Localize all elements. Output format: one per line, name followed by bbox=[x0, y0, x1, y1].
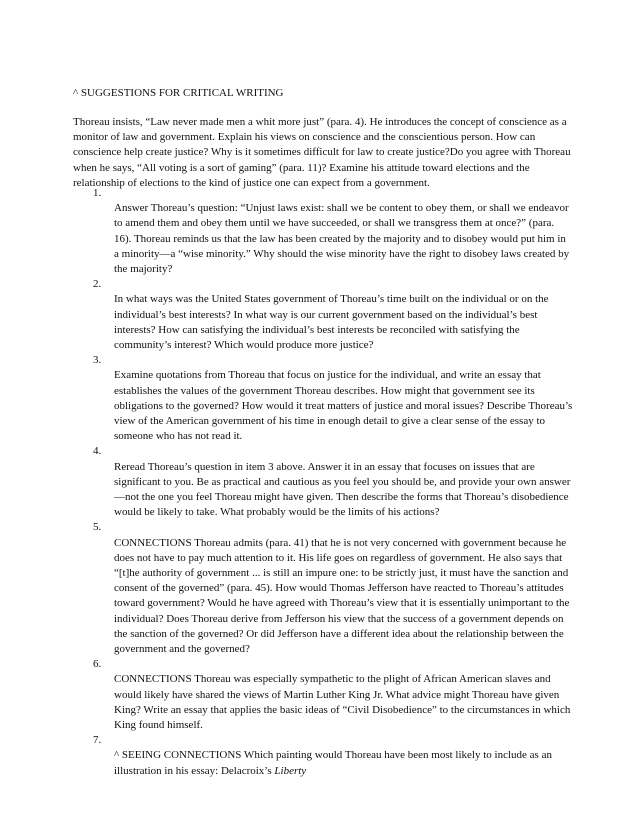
list-item bbox=[73, 186, 573, 277]
intro-paragraph: Thoreau insists, “Law never made men a whit more just” (para. 4). He introduces the concept of conscience as a monitor of law and government. Explain his views on conscience and the conscientious person. How can conscience help create justice? Why is it sometimes difficult for law to create justice?Do you agree with Thoreau when he says, “All voting is a sort of gaming” (para. 11)? Examine his attitude toward elections and the relationship of elections to the kind of justice one can expect from a government. bbox=[73, 116, 571, 189]
list-item-text: CONNECTIONS Thoreau admits (para. 41) that he is not very concerned with government because he does not have to pay much attention to it. His life goes on regardless of government. He also says that “[t]he authority of government ... is still an impure one: to be strictly just, it must have the sanction and consent of the governed” (para. 45). How would Thomas Jefferson have reacted to Thoreau’s attitudes toward government? Would he have agreed with Thoreau’s view that it is essentially unimportant to the individual? Does Thoreau derive from Jefferson his view that the success of a government depends on the sanction of the governed? Or did Jefferson have a different idea about the relationship between the government and the governed? bbox=[114, 536, 570, 656]
list-item-number: 3. bbox=[93, 354, 102, 367]
list-item-number: 6. bbox=[93, 658, 102, 671]
list-item-text bbox=[73, 748, 573, 778]
list-item bbox=[73, 277, 573, 353]
list-item bbox=[73, 444, 573, 520]
list-item bbox=[73, 520, 573, 657]
list-item-number: 5. bbox=[93, 521, 102, 534]
list-item-number: 1. bbox=[93, 187, 102, 199]
list-item-number: 2. bbox=[93, 278, 102, 291]
list-item-text: Answer Thoreau’s question: “Unjust laws exist: shall we be content to obey them, or shall we endeavor to amend them and obey them until we have succeeded, or shall we transgress them at once?” (para. 16). Thoreau reminds us that the law has been created by the majority and to disobey would put him in a minority—a “wise minority.” Why should the wise minority have the right to disobey laws created by the majority? bbox=[114, 202, 570, 275]
list-item-text: Examine quotations from Thoreau that focus on justice for the individual, and write an essay that establishes the values of the government Thoreau describes. How might that government see its obligations to the governed? How would it treat matters of justice and moral issues? Describe Thoreau’s view of the American government of his time in enough detail to give a clear sense of the essay to someone who has not read it. bbox=[114, 369, 573, 443]
list-item-number: 7. bbox=[93, 734, 102, 747]
list-item-text-main: ^ SEEING CONNECTIONS Which painting would Thoreau have been most likely to include as an illustration in his essay: Delacroix’s bbox=[114, 749, 552, 777]
list-item-text: In what ways was the United States government of Thoreau’s time built on the individual or on the individual’s best interests? In what way is our current government based on the individual’s best interests? How can satisfying the individual’s best interests be reconciled with satisfying the community’s interest? Which would produce more justice? bbox=[114, 293, 549, 351]
list-item-text: Reread Thoreau’s question in item 3 above. Answer it in an essay that focuses on issues that are significant to you. Be as practical and cautious as you feel you should be, and provide your own answer—not the one you feel Thoreau might have given. Then describe the forms that Thoreau’s disobedience would be likely to take. What probably would be the limits of his actions? bbox=[114, 460, 571, 519]
list-item bbox=[73, 657, 573, 733]
suggestions-list bbox=[73, 186, 573, 779]
list-item bbox=[73, 733, 573, 779]
list-item bbox=[73, 353, 573, 444]
painting-title: Liberty bbox=[274, 764, 307, 777]
list-item-text: CONNECTIONS Thoreau was especially sympathetic to the plight of African American slaves and would likely have shared the views of Martin Luther King Jr. What advice might Thoreau have given King? Write an essay that applies the basic ideas of “Civil Disobedience” to the circumstances in which King found himself. bbox=[114, 673, 571, 732]
section-heading: ^ SUGGESTIONS FOR CRITICAL WRITING bbox=[73, 87, 284, 99]
list-item-number: 4. bbox=[93, 445, 102, 458]
